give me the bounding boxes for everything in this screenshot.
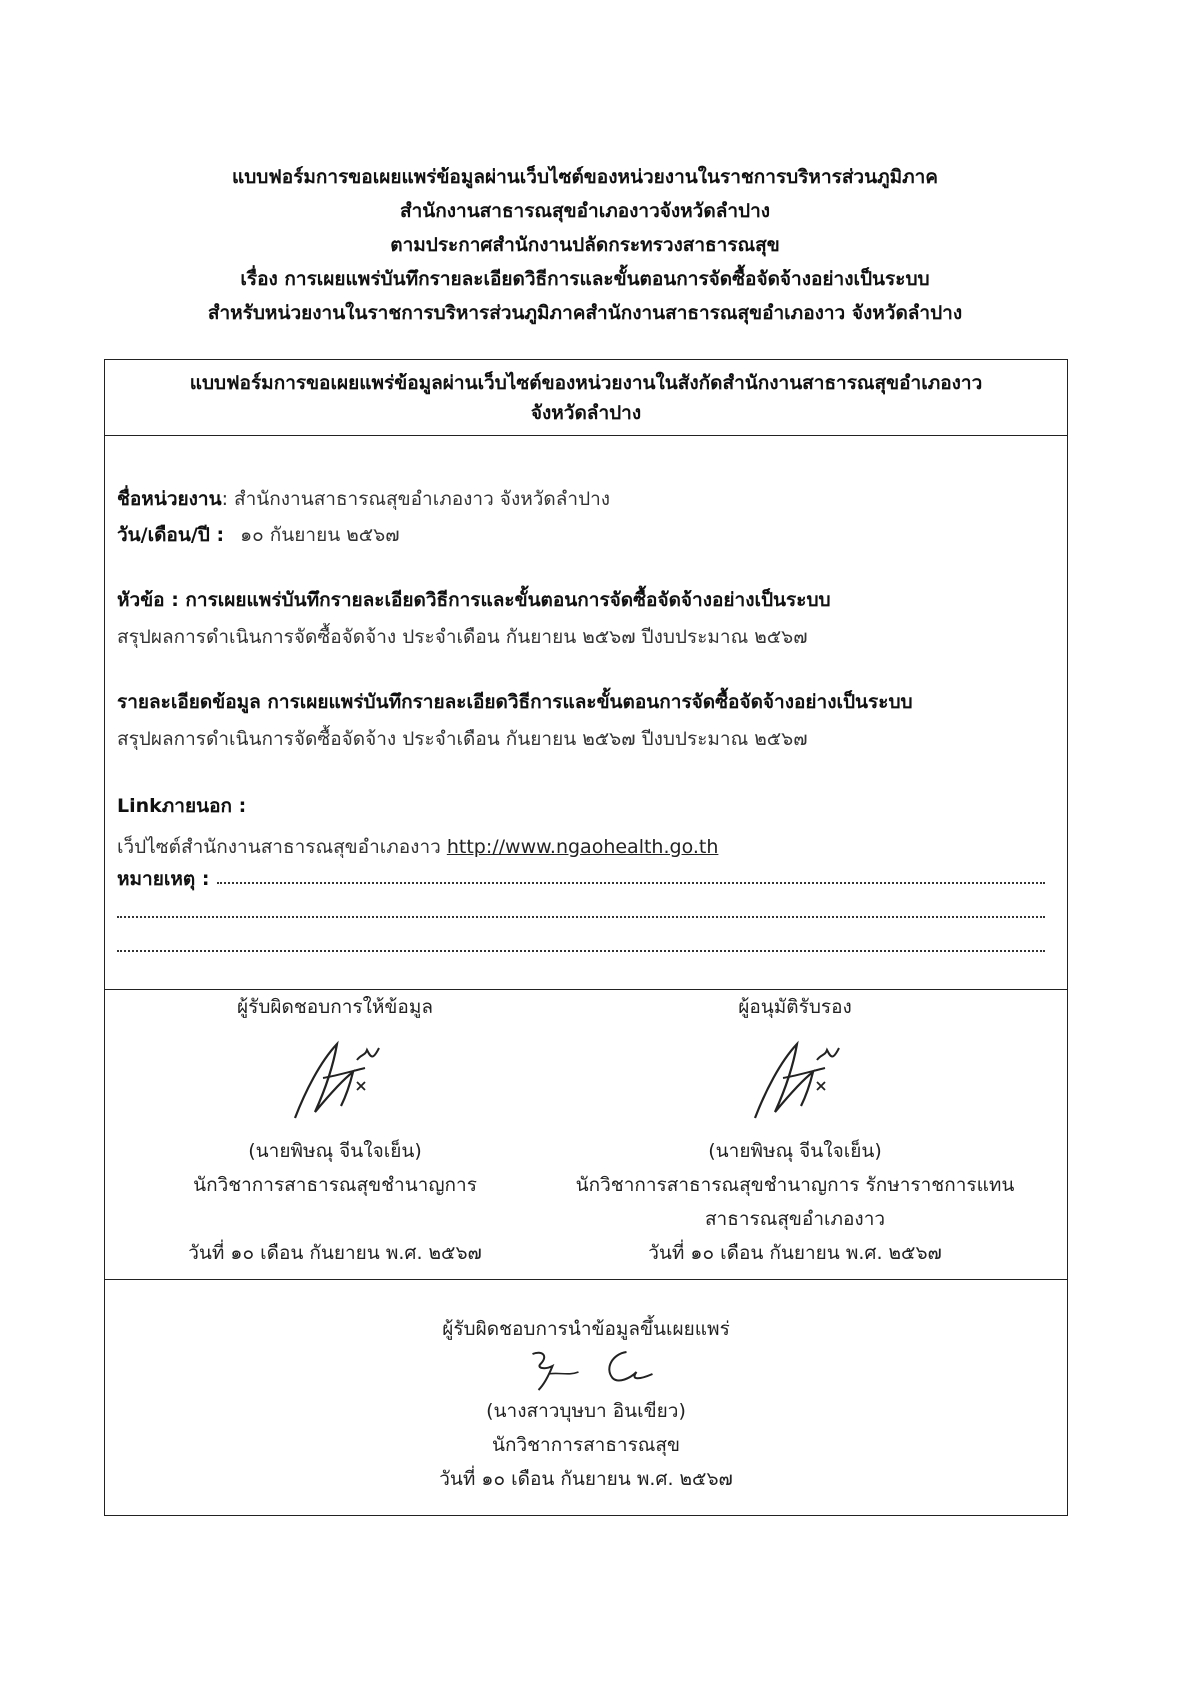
form-title bbox=[105, 360, 1067, 436]
note-dotted-line-3 bbox=[117, 947, 1045, 952]
publisher-section bbox=[105, 1280, 1067, 1516]
signature-block-approver bbox=[555, 990, 1035, 1270]
provider-position: นักวิชาการสาธารณสุขชำนาญการ bbox=[193, 1174, 477, 1196]
note-label: หมายเหตุ : bbox=[117, 868, 210, 890]
detail-label: รายละเอียดข้อมูล การเผยแพร่บันทึกรายละเอียดวิธีการและขั้นตอนการจัดซื้อจัดจ้างอย่างเป็นระบบ bbox=[117, 691, 913, 713]
form-details bbox=[105, 436, 1067, 990]
header-line-3: ตามประกาศสำนักงานปลัดกระทรวงสาธารณสุข bbox=[390, 234, 780, 256]
signature-section bbox=[105, 990, 1067, 1280]
date-label: วัน/เดือน/ปี : bbox=[117, 524, 225, 546]
approver-name: (นายพิษณุ จีนใจเย็น) bbox=[708, 1140, 882, 1162]
document-header bbox=[100, 160, 1070, 330]
approver-date: วันที่ ๑๐ เดือน กันยายน พ.ศ. ๒๕๖๗ bbox=[648, 1242, 942, 1264]
provider-signature-icon bbox=[145, 1024, 525, 1134]
note-dotted-line-2 bbox=[117, 913, 1045, 918]
date-value: ๑๐ กันยายน ๒๕๖๗ bbox=[240, 524, 400, 546]
publisher-role: ผู้รับผิดชอบการนำข้อมูลขึ้นเผยแพร่ bbox=[442, 1318, 730, 1340]
topic-label: หัวข้อ : การเผยแพร่บันทึกรายละเอียดวิธีการและขั้นตอนการจัดซื้อจัดจ้างอย่างเป็นระบบ bbox=[117, 589, 831, 611]
provider-name: (นายพิษณุ จีนใจเย็น) bbox=[248, 1140, 422, 1162]
topic-value: สรุปผลการดำเนินการจัดซื้อจัดจ้าง ประจำเดือน กันยายน ๒๕๖๗ ปีงบประมาณ ๒๕๖๗ bbox=[117, 626, 808, 648]
external-link-label: Linkภายนอก : bbox=[117, 795, 247, 817]
publisher-date: วันที่ ๑๐ เดือน กันยายน พ.ศ. ๒๕๖๗ bbox=[439, 1468, 733, 1490]
form-title-line-2: จังหวัดลำปาง bbox=[530, 402, 642, 424]
provider-date: วันที่ ๑๐ เดือน กันยายน พ.ศ. ๒๕๖๗ bbox=[188, 1242, 482, 1264]
signature-block-provider bbox=[145, 990, 525, 1270]
website-link[interactable]: http://www.ngaohealth.go.th bbox=[446, 836, 719, 858]
publisher-position: นักวิชาการสาธารณสุข bbox=[491, 1434, 681, 1456]
website-row bbox=[117, 832, 718, 862]
note-dotted-line-1 bbox=[217, 879, 1045, 884]
header-line-2: สำนักงานสาธารณสุขอำเภองาวจังหวัดลำปาง bbox=[399, 200, 771, 222]
form-table bbox=[104, 359, 1068, 1516]
approver-signature-icon bbox=[555, 1024, 1035, 1134]
approver-position-line-2: สาธารณสุขอำเภองาว bbox=[704, 1208, 886, 1230]
header-line-1: แบบฟอร์มการขอเผยแพร่ข้อมูลผ่านเว็บไซต์ของหน่วยงานในราชการบริหารส่วนภูมิภาค bbox=[231, 166, 939, 188]
provider-spacer bbox=[145, 1202, 525, 1236]
approver-position-line-1: นักวิชาการสาธารณสุขชำนาญการ รักษาราชการแทน bbox=[575, 1174, 1015, 1196]
header-line-4: เรื่อง การเผยแพร่บันทึกรายละเอียดวิธีการและขั้นตอนการจัดซื้อจัดจ้างอย่างเป็นระบบ bbox=[240, 268, 930, 290]
approver-role: ผู้อนุมัติรับรอง bbox=[738, 996, 852, 1018]
form-title-line-1: แบบฟอร์มการขอเผยแพร่ข้อมูลผ่านเว็บไซต์ของหน่วยงานในสังกัดสำนักงานสาธารณสุขอำเภองาว bbox=[189, 372, 983, 394]
publisher-signature-icon bbox=[105, 1346, 1067, 1394]
date-row bbox=[117, 520, 400, 550]
provider-role: ผู้รับผิดชอบการให้ข้อมูล bbox=[237, 996, 433, 1018]
agency-label: ชื่อหน่วยงาน bbox=[117, 488, 222, 510]
detail-value: สรุปผลการดำเนินการจัดซื้อจัดจ้าง ประจำเดือน กันยายน ๒๕๖๗ ปีงบประมาณ ๒๕๖๗ bbox=[117, 728, 808, 750]
header-line-5: สำหรับหน่วยงานในราชการบริหารส่วนภูมิภาคสำนักงานสาธารณสุขอำเภองาว จังหวัดลำปาง bbox=[207, 302, 963, 324]
agency-value: : สำนักงานสาธารณสุขอำเภองาว จังหวัดลำปาง bbox=[221, 488, 611, 510]
agency-row bbox=[117, 484, 610, 514]
website-label: เว็ปไซต์สำนักงานสาธารณสุขอำเภองาว bbox=[117, 836, 447, 858]
publisher-name: (นางสาวบุษบา อินเขียว) bbox=[486, 1400, 686, 1422]
